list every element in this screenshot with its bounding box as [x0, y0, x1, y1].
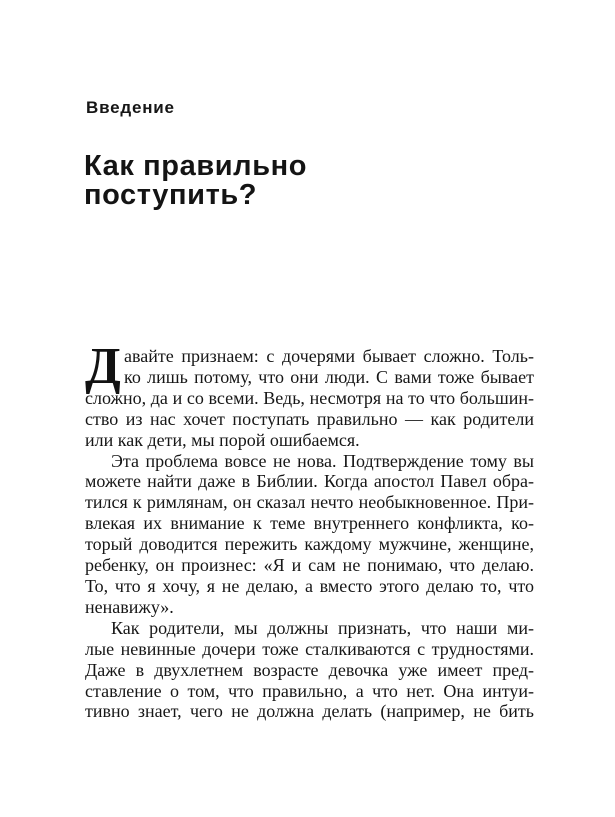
body-text: [85, 338, 534, 722]
section-kicker: Введение: [86, 98, 175, 117]
body-line: Как родители, мы должны признать, что наши ми-: [111, 617, 534, 638]
body-line: влекая их внимание к теме внутреннего конфликта, ко-: [85, 513, 534, 534]
body-line: ребенку, он произнес: «Я и сам не понимаю, что делаю.: [85, 555, 534, 576]
body-line: ко лишь потому, что они люди. С вами тоже бывает: [124, 366, 534, 387]
body-line: тивно знает, чего не должна делать (например, не бить: [85, 701, 534, 722]
body-line: То, что я хочу, я не делаю, а вместо этого делаю то, что: [85, 575, 534, 596]
paragraph: [85, 451, 534, 618]
chapter-title: [84, 152, 307, 210]
body-line: сложно, да и со всеми. Ведь, несмотря на то что большин-: [85, 387, 534, 408]
body-line: ненавижу».: [85, 596, 174, 617]
body-line: тился к римлянам, он сказал нечто необыкновенное. При-: [85, 492, 534, 513]
chapter-title-line-2: поступить?: [84, 179, 258, 211]
drop-cap: Д: [85, 338, 121, 395]
paragraph: [85, 338, 534, 451]
body-line: лые невинные дочери тоже сталкиваются с трудностями.: [85, 638, 534, 659]
body-line: или как дети, мы порой ошибаемся.: [85, 429, 360, 450]
paragraph: [85, 618, 534, 723]
body-line: ство из нас хочет поступать правильно — как родители: [85, 408, 534, 429]
body-line: можете найти даже в Библии. Когда апостол Павел обра-: [85, 471, 534, 492]
body-line: торый доводится пережить каждому мужчине, женщине,: [85, 534, 534, 555]
chapter-title-line-1: Как правильно: [84, 150, 308, 182]
body-line: Эта проблема вовсе не нова. Подтверждение тому вы: [111, 450, 534, 471]
body-line: Даже в двухлетнем возрасте девочка уже имеет пред-: [85, 659, 534, 680]
body-line: ставление о том, что правильно, а что нет. Она интуи-: [85, 680, 534, 701]
body-line: авайте признаем: с дочерями бывает сложно. Толь-: [124, 346, 534, 366]
